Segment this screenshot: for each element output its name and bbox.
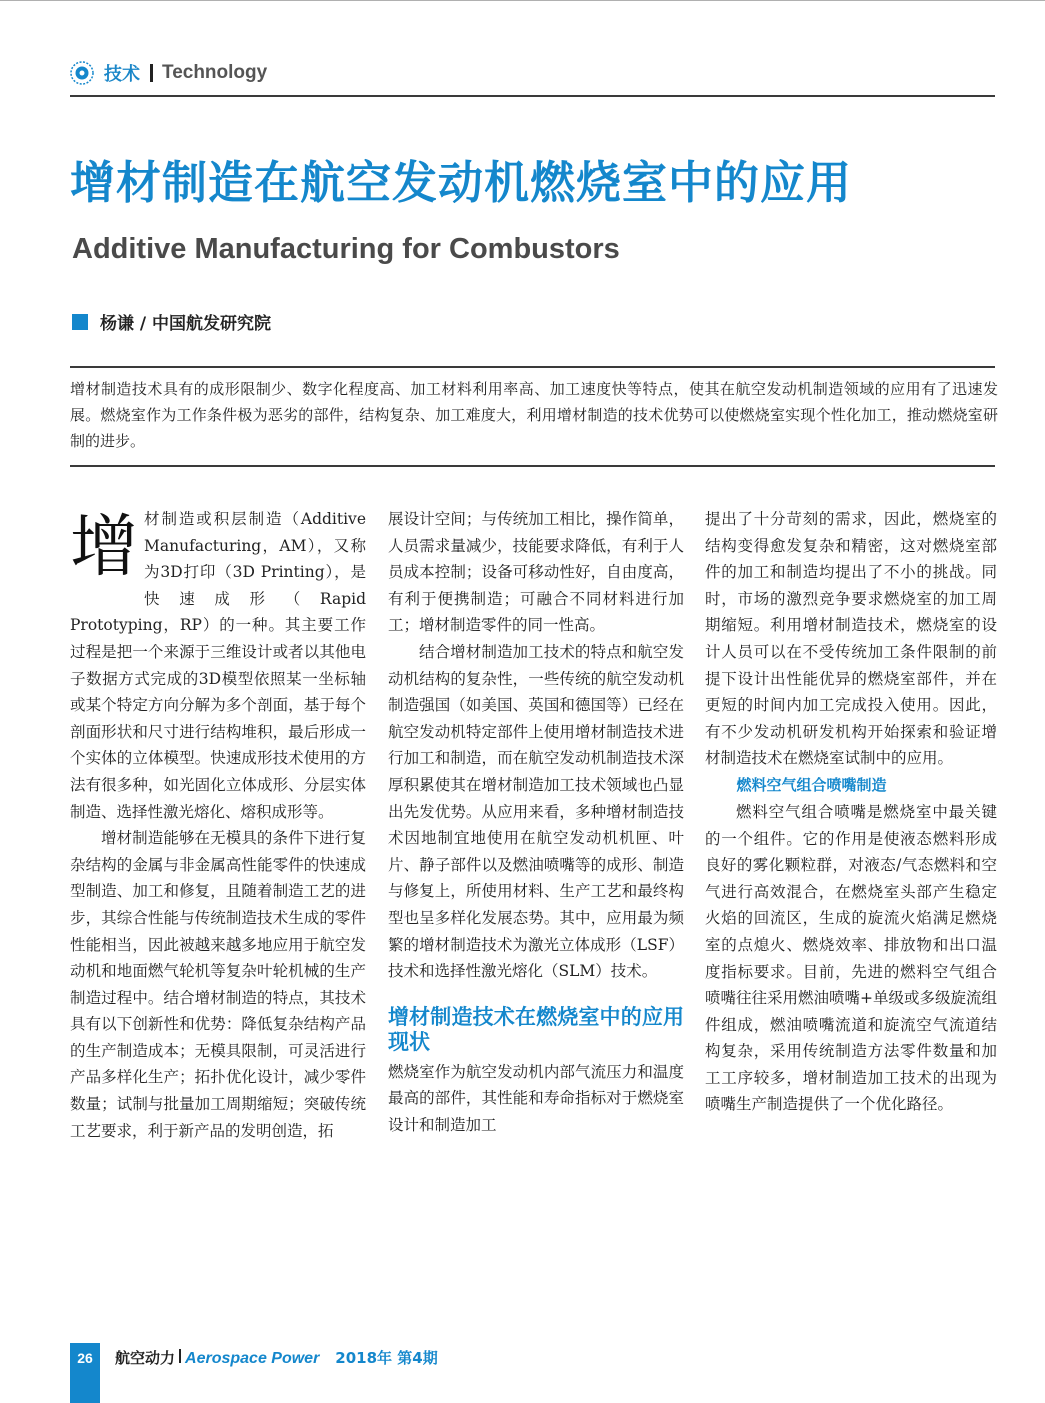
- paragraph: 提出了十分苛刻的需求，因此，燃烧室的结构变得愈发复杂和精密，这对燃烧室部件的加工和制造均提出了不小的挑战。同时，市场的激烈竞争要求燃烧室的加工周期缩短。利用增材制造技术，燃烧室的设计人员可以在不受传统加工条件限制的前提下设计出性能优异的燃烧室部件，并在更短的时间内加工完成投入使用。因此，有不少发动机研发机构开始探索和验证增材制造技术在燃烧室试制中的应用。: [705, 510, 997, 768]
- page-number: 26: [77, 1350, 93, 1366]
- footer-divider: [179, 1349, 181, 1363]
- paragraph: 燃料空气组合喷嘴是燃烧室中最关键的一个组件。它的作用是使液态燃料形成良好的雾化颗粒群，对液态/气态燃料和空气进行高效混合，在燃烧室头部产生稳定火焰的回流区，生成的旋流火焰满足燃烧室的点熄火、燃烧效率、排放物和出口温度指标要求。目前，先进的燃料空气组合喷嘴往往采用燃油喷嘴+单级或多级旋流组件组成，燃油喷嘴流道和旋流空气流道结构复杂，采用传统制造方法零件数量和加工工序较多，增材制造加工技术的出现为喷嘴生产制造提供了一个优化路径。: [705, 802, 997, 1114]
- author-text: 杨谦 / 中国航发研究院: [100, 314, 272, 334]
- abstract-bottom-rule: [70, 465, 995, 467]
- abstract: 增材制造技术具有的成形限制少、数字化程度高、加工材料利用率高、加工速度快等特点，使其在航空发动机制造领域的应用有了迅速发展。燃烧室作为工作条件极为恶劣的部件，结构复杂、加工难度大，利用增材制造的技术优势可以使燃烧室实现个性化加工，推动燃烧室研制的进步。: [70, 380, 998, 450]
- paragraph: 展设计空间；与传统加工相比，操作简单，人员需求量减少，技能要求降低，有利于人员成本控制；设备可移动性好，自由度高，有利于便携制造；可融合不同材料进行加工；增材制造零件的同一性高。: [388, 510, 684, 635]
- section-divider: [150, 64, 153, 82]
- section-heading: 增材制造技术在燃烧室中的应用现状: [388, 1004, 684, 1054]
- column-2: [388, 506, 684, 1138]
- author-marker-icon: [72, 314, 88, 330]
- abstract-top-rule: [70, 366, 995, 368]
- magazine-name-en: Aerospace Power: [185, 1350, 320, 1367]
- section-label-cn: 技术: [104, 64, 140, 85]
- author-line: [72, 309, 271, 334]
- paragraph: 材制造或积层制造（Additive Manufacturing，AM），又称为3D打印（3D Printing），是快速成形（Rapid Prototyping，RP）的一种。其主要工作过程是把一个来源于三维设计或者以其他电子数据方式完成的3D模型依照某一坐标轴或某个特定方向分解为多个剖面，基于每个剖面形状和尺寸进行结构堆积，最后形成一个实体的立体模型。快速成形技术使用的方法有很多种，如光固化立体成形、分层实体制造、选择性激光熔化、熔积成形等。: [70, 510, 366, 821]
- header-rule: [70, 95, 995, 97]
- article-title-en: Additive Manufacturing for Combustors: [72, 233, 620, 265]
- top-border-rule: [0, 0, 1045, 1]
- column-3: [705, 506, 997, 1118]
- magazine-name-cn: 航空动力: [115, 1349, 176, 1367]
- section-logo-icon: [70, 61, 94, 85]
- paragraph: 燃烧室作为航空发动机内部气流压力和温度最高的部件，其性能和寿命指标对于燃烧室设计和制造加工: [388, 1062, 684, 1134]
- subsection-heading: 燃料空气组合喷嘴制造: [736, 775, 887, 794]
- article-title-cn: 增材制造在航空发动机燃烧室中的应用: [70, 156, 853, 209]
- section-label-en: Technology: [162, 62, 268, 83]
- column-1: [70, 506, 366, 1144]
- paragraph: 增材制造能够在无模具的条件下进行复杂结构的金属与非金属高性能零件的快速成型制造、加工和修复，且随着制造工艺的进步，其综合性能与传统制造技术生成的零件性能相当，因此被越来越多地应用于航空发动机和地面燃气轮机等复杂叶轮机械的生产制造过程中。结合增材制造的特点，其技术具有以下创新性和优势：降低复杂结构产品的生产制造成本；无模具限制，可灵活进行产品多样化生产；拓扑优化设计，减少零件数量；试制与批量加工周期缩短；突破传统工艺要求，利于新产品的发明创造，拓: [70, 829, 366, 1140]
- issue-label: 2018年 第4期: [335, 1349, 438, 1367]
- footer: [115, 1347, 438, 1368]
- paragraph: 结合增材制造加工技术的特点和航空发动机结构的复杂性，一些传统的航空发动机制造强国（如美国、英国和德国等）已经在航空发动机特定部件上使用增材制造技术进行加工和制造，而在航空发动机制造技术深厚积累使其在增材制造加工技术领域也凸显出先发优势。从应用来看，多种增材制造技术因地制宜地使用在航空发动机机匣、叶片、静子部件以及燃油喷嘴等的成形、制造与修复上，所使用材料、生产工艺和最终构型也呈多样化发展态势。其中，应用最为频繁的增材制造技术为激光立体成形（LSF）技术和选择性激光熔化（SLM）技术。: [388, 642, 684, 981]
- section-header: [70, 60, 267, 86]
- drop-cap: 增: [70, 508, 139, 587]
